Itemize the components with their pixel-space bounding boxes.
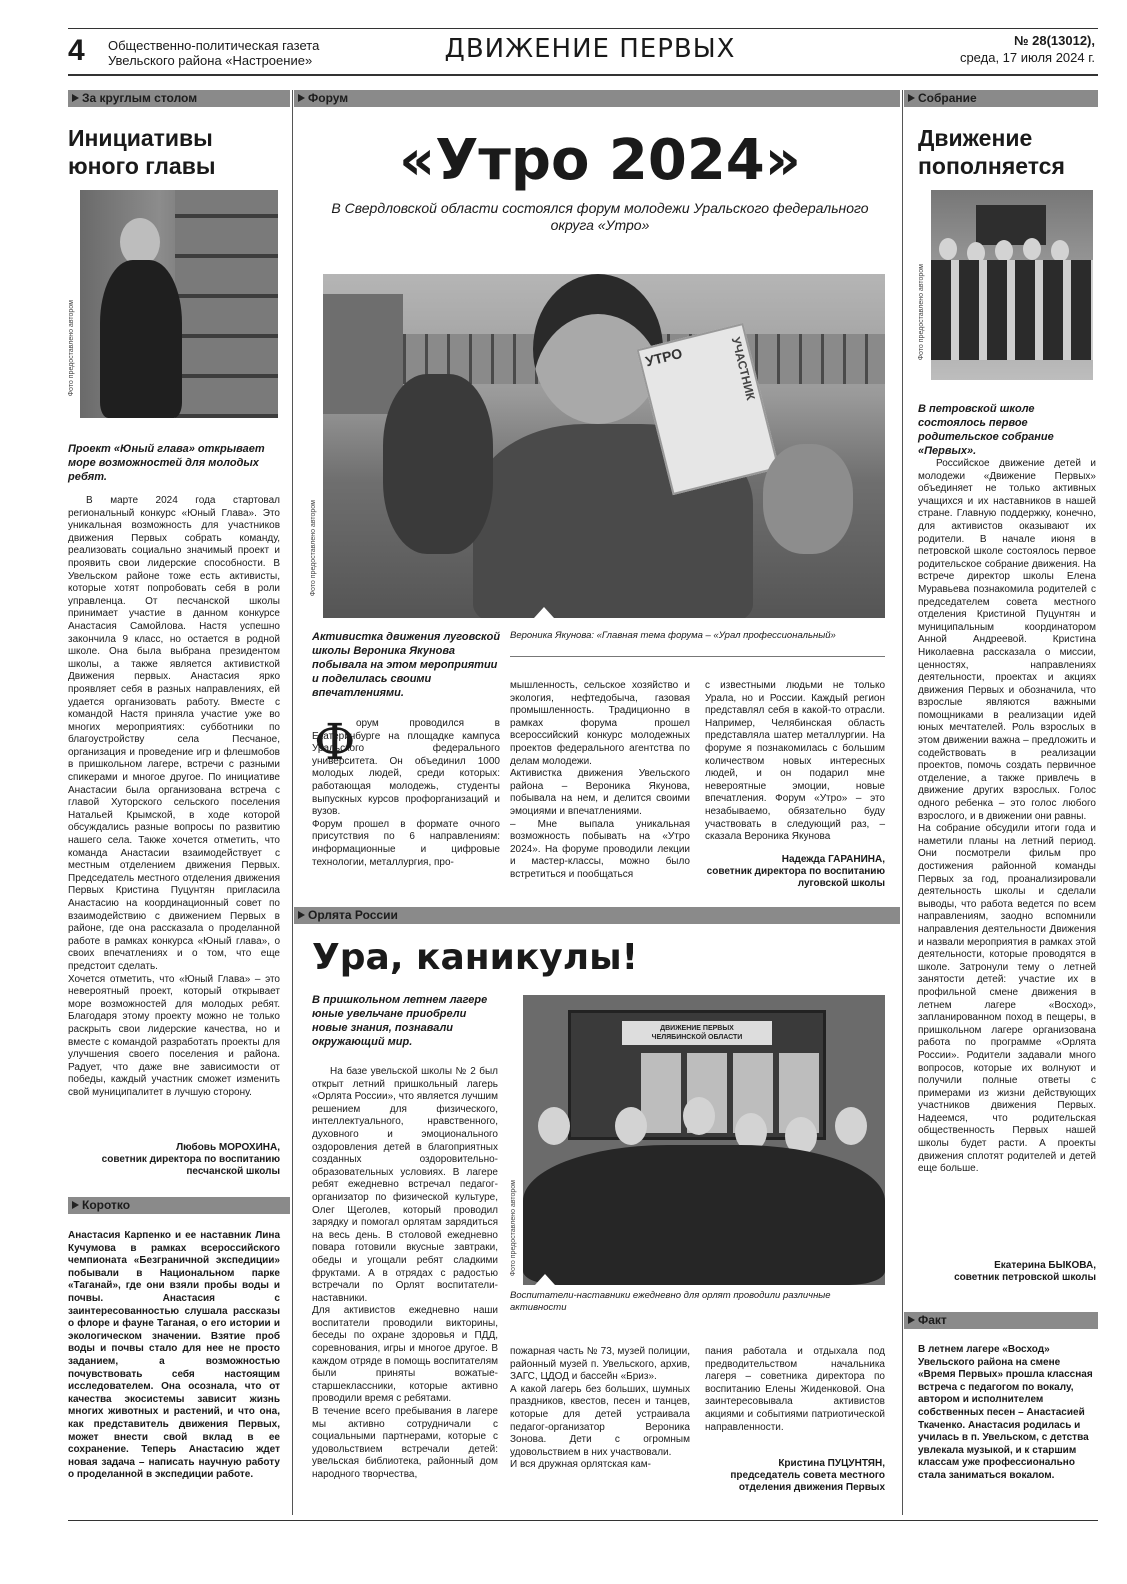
board-title: ДВИЖЕНИЕ ПЕРВЫХ ЧЕЛЯБИНСКОЙ ОБЛАСТИ: [622, 1021, 772, 1045]
publication-name: Общественно-политическая газета Увельского района «Настроение»: [108, 38, 320, 68]
forum-author-role: советник директора по воспитанию луговской школы: [706, 866, 885, 889]
orlyata-caption: Воспитатели-наставники ежедневно для орлят проводили различные активности: [510, 1290, 831, 1313]
column-divider-right: [902, 90, 903, 1515]
issue-date: среда, 17 июля 2024 г.: [959, 50, 1095, 65]
photo-meeting: [931, 190, 1093, 380]
dropcap: Ф: [314, 713, 356, 771]
person-head-1: [538, 1107, 570, 1145]
photo-forum: [323, 274, 885, 618]
badge-title: УТРО: [643, 344, 684, 370]
rubric-round-table: За круглым столом: [68, 90, 290, 107]
orlyata-photo-pointer: [535, 1274, 555, 1285]
forum-col1: орум проводился в Екатеринбурге на площадке кампуса Уральского федерального университета. Он объединил 1000 молодых людей, среди которых: работающая молодежь, студенты выпускных курсов профорганизаций и вузов. Форум прошел в формате очного присутствия по 6 направлениям: информационные и цифровые технологии, металлургия, про-: [312, 718, 500, 868]
orlyata-col3: пания работала и отдыхала под предводительством начальника лагеря – советника директора по воспитанию Елены Жиденковой. Она заинтересовывала активистов акциями и событиями патриотической направленности.: [705, 1346, 885, 1433]
group-bodies: [523, 1145, 885, 1285]
forum-photo-pointer: [534, 607, 554, 618]
woman-head-1: [939, 238, 957, 260]
column-divider-left: [292, 90, 293, 1515]
woman-head-3: [995, 240, 1013, 262]
girl-head: [120, 218, 160, 266]
left-author: Любовь МОРОХИНА,: [176, 1142, 280, 1153]
fact-text: В летнем лагере «Восход» Увельского района на смене «Время Первых» прошла классная встреча с педагогом по вокалу, автором и исполнителем собственных песен – Анастасией Ткаченко. Анастасия родилась и училась в п. Увельском, с детства увлекала музыкой, и к старшим классам уже профессионально стала заниматься вокалом.: [918, 1344, 1093, 1481]
orlyata-headline: Ура, каникулы!: [312, 937, 639, 978]
forum-col2: мышленность, сельское хозяйство и экология, нефтедобыча, газовая промышленность. Традиционно в рамках форума прошел всероссийский конкурс молодежных проектов федерального агентства по делам молодежи. Активистка движения Увельского района – Вероника Якунова, побывала на нем, и делится своими эмоциями и впечатлениями. – Мне выпала уникальная возможность побывать на «Утро 2024». На форуме проводили лекции и мастер-классы, можно было встретиться и пообщаться: [510, 680, 690, 880]
woman-head-5: [1051, 240, 1069, 262]
rubric-meeting: Собрание: [904, 90, 1098, 107]
right-author-role: советник петровской школы: [954, 1272, 1096, 1283]
girl-figure: [100, 260, 182, 418]
section-title: ДВИЖЕНИЕ ПЕРВЫХ: [444, 34, 736, 64]
header-bottom-rule: [68, 74, 1098, 76]
orlyata-author-role: председатель совета местного отделения движения Первых: [730, 1470, 885, 1493]
building: [323, 294, 403, 414]
forum-signature: [705, 842, 885, 902]
orlyata-author: Кристина ПУЦУНТЯН,: [778, 1458, 885, 1469]
photo-young-head: [80, 190, 278, 418]
hand-right: [763, 444, 853, 554]
arm-left: [383, 374, 493, 554]
rubric-forum: Форум: [294, 90, 900, 107]
left-lead: Проект «Юный глава» открывает море возможностей для молодых ребят.: [68, 443, 265, 483]
orlyata-lead: В пришкольном летнем лагере юные увельчане приобрели новые знания, познавали окружающий мир.: [312, 994, 488, 1048]
forum-lead: Активистка движения луговской школы Вероника Якунова побывала на этом мероприятии и поделилась своими впечатлениями.: [312, 631, 501, 699]
left-headline: Инициативы юного главы: [68, 125, 216, 179]
badge-side: УЧАСТНИК: [728, 335, 758, 402]
left-body: В марте 2024 года стартовал региональный конкурс «Юный Глава». Это уникальная возможность для участников движения Первых собрать команду, реализовать социально значимый проект и проявить свои лидерские способности. В Увельском районе тоже есть активисты, которые хотят попробовать себя в роли управленца. От песчанской школы принимает участие в данном конкурсе Анастасия Самойлова. Настя успешно закончила 9 класс, но остается в родной школе. Она была выбрана президентом школы, а также является активисткой Движения первых. Анастасия ярко проявляет себя в разных направлениях, ей удается организовать работу. Вместе с командой Настя приняла участие уже во многих мероприятиях: субботники по благоустройству села Песчаное, организация и проведение игр и флешмобов в пришкольном лагере, встречи с разными спикерами и многое другое. По инициативе Анастасии была организована встреча с главой Хуторского сельского поселения Натальей Крымской, в ходе которой обсуждались разные вопросы по развитию нашего села. Также хочется отметить, что команда Анастасии взаимодействует с местным отделением движения Первых. Председатель местного отделения движения Первых Кристина Пуцунтян пригласила Анастасию на координационный совет по взаимодействию с движением Первых в районе, где она рассказала о проделанной работе в рамках конкурса «Юный глава», о своих впечатлениях и о том, что еще предстоит сделать. Хочется отметить, что «Юный Глава» – это невероятный проект, который открывает море возможностей для молодых ребят. Благодаря этому проекту можно не только раскрыть свои лидерские качества, но и вместе с командой разработать проекты для улучшения своего поселения и района. Радует, что даже вне зависимости от победы, каждый участник сможет изменить свой муниципалитет в лучшую сторону.: [68, 495, 280, 1098]
forum-headline: «Утро 2024»: [399, 128, 801, 193]
person-head-6: [835, 1107, 867, 1145]
photo-credit-meeting: Фото предоставлено автором: [918, 264, 925, 361]
photo-orlyata: [523, 995, 885, 1285]
page-bottom-rule: [68, 1520, 1098, 1521]
caption-rule: [510, 656, 885, 657]
photo-credit-orlyata: Фото предоставлено автором: [510, 1180, 517, 1277]
person-head-2: [615, 1107, 647, 1145]
orlyata-signature: [705, 1446, 885, 1506]
issue-number: № 28(13012),: [1014, 33, 1095, 48]
right-signature: [918, 1248, 1096, 1296]
photo-credit-forum: Фото предоставлено автором: [310, 500, 317, 597]
orlyata-col2: пожарная часть № 73, музей полиции, районный музей п. Увельского, архив, ЗАГС, ЦДОД и бассейн «Бриз». А какой лагерь без больших, шумных праздников, квестов, песен и танцев, которые для детей устраивала педагог-организатор Вероника Зонова. Дети с огромным удовольствием в них участвовали. И вся дружная орлятская кам-: [510, 1346, 690, 1471]
header-top-rule: [68, 28, 1098, 29]
forum-subhead: В Свердловской области состоялся форум молодежи Уральского федерального округа «Утро»: [331, 200, 869, 233]
rubric-short: Коротко: [68, 1197, 290, 1214]
rubric-fact: Факт: [904, 1312, 1098, 1329]
forum-caption: Вероника Якунова: «Главная тема форума – «Урал профессиональный»: [510, 630, 836, 641]
right-author: Екатерина БЫКОВА,: [994, 1260, 1096, 1271]
rubric-orlyata: Орлята России: [294, 907, 900, 924]
woman-head-4: [1023, 238, 1041, 260]
right-headline: Движение пополняется: [918, 125, 1065, 179]
bookshelf: [175, 190, 278, 418]
women-group: [931, 260, 1093, 360]
right-lead: В петровской школе состоялось первое родительское собрание «Первых».: [918, 403, 1054, 457]
right-body: Российское движение детей и молодежи «Движение Первых» объединяет не только активных учащихся и их наставников в нашей стране. Главную поддержку, конечно, для активистов оказывают их родители. В начале июня в петровской школе состоялось первое родительское собрание движения. На встрече директор школы Елена Муравьева познакомила родителей с председателем совета местного отделения Кристиной Пуцунтян и муниципальным координатором Анной Андреевой. Кристина Николаевна рассказала о миссии, ценностях, направлениях деятельности, проектах и акциях движения Первых и обозначила, что взрослые являются важными помощниками в реализации идей юных мечтателей. Роль взрослых в этом движении важна – предложить и содействовать в реализации проектов, помочь создать первичное отделение, а также привлечь в движение других взрослых. Голос одного ребенка – это голос любого взрослого, и в движении они равны. На собрание обсудили итоги года и наметили планы на летний период. Они посмотрели фильм про достижения районной команды Первых за год, проанализировали деятельность школы и сделали выводы, что работа ведется по всем направлениям, заодно вспомнили направления деятельности Движения и назвали мероприятия в рамках этой деятельности, которые проводятся в школе. Затронули тему о летней занятости детей: участие их в профильной смене движения в летнем лагере «Восход», запланированном поход в пещеры, в пришкольном лагере организована работа по программе «Орлята России». Родители задавали много вопросов, которые их волнуют и получили полные ответы с примерами из жизни действующих участников движения Первых. Надеемся, что родительская общественность Первых нашей школы будет расти. А проекты движения сплотят родителей и детей еще больше.: [918, 458, 1096, 1175]
forum-col3: с известными людьми не только Урала, но и России. Каждый регион представлял себя в какой-то отрасли. Например, Челябинская область представляла шатер металлургии. На форуме я познакомилась с большим количеством новых интересных людей, и он подарил мне невероятные эмоции, новые впечатления. Форум «Утро» – это незабываемо, обязательно буду участвовать в следующий раз, – сказала Вероника Якунова: [705, 680, 885, 843]
photo-credit-left: Фото предоставлено автором: [68, 300, 75, 397]
issue-info: [880, 32, 1095, 66]
person-head-3: [683, 1097, 715, 1135]
left-signature: [68, 1130, 280, 1190]
short-text: Анастасия Карпенко и ее наставник Лина Кучумова в рамках всероссийского чемпионата «Безграничной экспедиции» побывали в Национальном парке «Таганай», где они взяли пробы воды и почвы. Анастасия с заинтересованностью слушала рассказы о флоре и фауне Таганая, о его истории и экологическом значении. Взятие проб воды и почвы стало для нее не просто заданием, а возможностью почувствовать себя настоящим исследователем. Она осознала, что от качества экосистемы зависит жизнь многих животных и растений, и что она, как представитель движения Первых, может внести свой вклад в ее сохранение. Теперь Анастасию ждет новая задача – написать научную работу о проделанной в экспедиции работе.: [68, 1230, 280, 1481]
forum-author: Надежда ГАРАНИНА,: [781, 854, 885, 865]
page-number: 4: [68, 34, 85, 67]
orlyata-col1: На базе увельской школы № 2 был открыт летний пришкольный лагерь «Орлята России», что является лучшим решением для физического, интеллектуального, нравственного, духовного и эмоционального оздоровления детей в благоприятных созданных оздоровительно-образовательных условиях. В лагере ребят ежедневно встречал педагог-организатор по физической культуре, Олег Щеголев, который проводил зарядку и помогал орлятам зарядиться на весь день. В столовой ежедневно повара готовили вкусные завтраки, обеды и угощали ребят сладкими фруктами. А в отрядах с радостью встречали по Орлят воспитатели-наставники. Для активистов ежедневно наши воспитатели проводили викторины, беседы по охране здоровья и ПДД, соревнования, игры и многое другое. В каждом отряде в помощь воспитателям были приняты вожатые-старшеклассники, которые активно проводили время с ребятами. В течение всего пребывания в лагере мы активно сотрудничали с социальными партнерами, которые с удовольствием встречали детей: увельская библиотека, районный дом народного творчества,: [312, 1066, 498, 1480]
left-author-role: советник директора по воспитанию песчанской школы: [101, 1154, 280, 1177]
